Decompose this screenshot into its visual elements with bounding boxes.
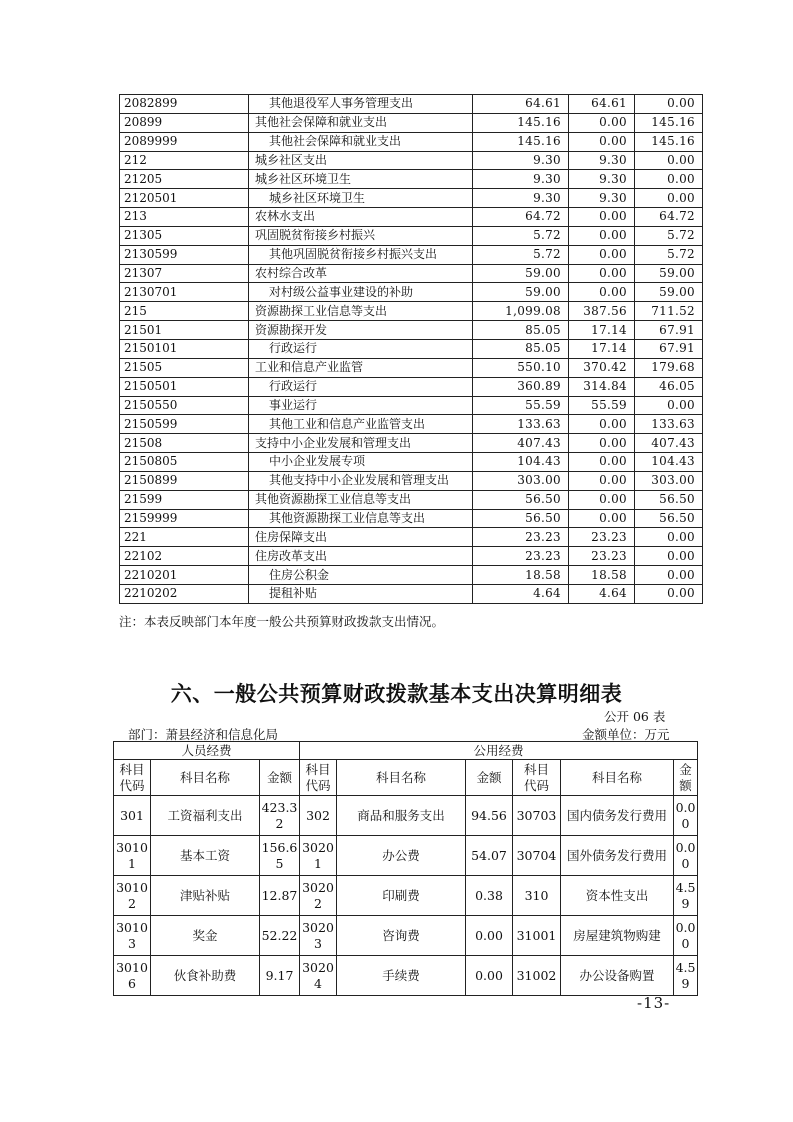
project-expenditure-cell: 179.68 — [635, 358, 703, 377]
capital-code-cell: 30704 — [513, 836, 561, 876]
table-row — [114, 916, 698, 956]
basic-expenditure-cell: 0.00 — [569, 415, 635, 434]
public-code-cell: 30202 — [300, 876, 337, 916]
form-number: 公开 06 表 — [604, 709, 666, 724]
subject-code-cell: 213 — [120, 208, 249, 227]
subject-name-cell: 住房公积金 — [249, 566, 473, 585]
basic-expenditure-cell: 0.00 — [569, 132, 635, 151]
basic-expenditure-cell: 370.42 — [569, 358, 635, 377]
project-expenditure-cell: 59.00 — [635, 264, 703, 283]
project-expenditure-cell: 0.00 — [635, 528, 703, 547]
total-amount-cell: 360.89 — [473, 377, 569, 396]
basic-expenditure-cell: 0.00 — [569, 226, 635, 245]
table-row — [120, 566, 703, 585]
public-amount-cell: 54.07 — [466, 836, 513, 876]
total-amount-cell: 85.05 — [473, 321, 569, 340]
basic-expenditure-cell: 9.30 — [569, 189, 635, 208]
project-expenditure-cell: 0.00 — [635, 547, 703, 566]
total-amount-cell: 104.43 — [473, 453, 569, 472]
project-expenditure-cell: 67.91 — [635, 339, 703, 358]
project-expenditure-cell: 59.00 — [635, 283, 703, 302]
subject-code-cell: 21508 — [120, 434, 249, 453]
table-row — [120, 453, 703, 472]
total-amount-cell: 4.64 — [473, 584, 569, 603]
personnel-name-cell: 津贴补贴 — [151, 876, 260, 916]
table-row — [120, 245, 703, 264]
public-name-cell: 办公费 — [337, 836, 466, 876]
project-expenditure-cell: 5.72 — [635, 245, 703, 264]
personnel-code-cell: 301 — [114, 796, 151, 836]
public-name-cell: 印刷费 — [337, 876, 466, 916]
subject-name-cell: 对村级公益事业建设的补助 — [249, 283, 473, 302]
table-row — [120, 490, 703, 509]
table-row — [120, 415, 703, 434]
budget-expenditure-table — [119, 94, 703, 604]
total-amount-cell: 56.50 — [473, 490, 569, 509]
project-expenditure-cell: 145.16 — [635, 113, 703, 132]
table-row — [120, 321, 703, 340]
capital-code-cell: 31001 — [513, 916, 561, 956]
table-row — [120, 528, 703, 547]
project-expenditure-cell: 0.00 — [635, 151, 703, 170]
subject-code-cell: 221 — [120, 528, 249, 547]
subject-name-cell: 工业和信息产业监管 — [249, 358, 473, 377]
project-expenditure-cell: 56.50 — [635, 509, 703, 528]
project-expenditure-cell: 0.00 — [635, 566, 703, 585]
basic-expenditure-detail-table — [113, 741, 698, 996]
basic-expenditure-cell: 0.00 — [569, 453, 635, 472]
total-amount-cell: 550.10 — [473, 358, 569, 377]
project-expenditure-cell: 0.00 — [635, 170, 703, 189]
public-amount-cell: 0.38 — [466, 876, 513, 916]
total-amount-cell: 9.30 — [473, 189, 569, 208]
subject-name-cell: 其他支持中小企业发展和管理支出 — [249, 471, 473, 490]
header-name-2: 科目名称 — [337, 760, 466, 796]
personnel-name-cell: 伙食补助费 — [151, 956, 260, 996]
subject-code-cell: 2089999 — [120, 132, 249, 151]
table-row — [114, 836, 698, 876]
total-amount-cell: 5.72 — [473, 226, 569, 245]
basic-expenditure-cell: 0.00 — [569, 434, 635, 453]
capital-name-cell: 资本性支出 — [561, 876, 674, 916]
personnel-name-cell: 工资福利支出 — [151, 796, 260, 836]
subject-code-cell: 20899 — [120, 113, 249, 132]
table-row — [120, 226, 703, 245]
personnel-name-cell: 基本工资 — [151, 836, 260, 876]
subject-name-cell: 住房保障支出 — [249, 528, 473, 547]
total-amount-cell: 9.30 — [473, 151, 569, 170]
total-amount-cell: 23.23 — [473, 528, 569, 547]
table-row — [120, 264, 703, 283]
subject-code-cell: 2150599 — [120, 415, 249, 434]
capital-amount-cell: 4.59 — [674, 956, 698, 996]
header-amount-3: 金 额 — [674, 760, 698, 796]
total-amount-cell: 18.58 — [473, 566, 569, 585]
table-row — [120, 170, 703, 189]
subject-code-cell: 2159999 — [120, 509, 249, 528]
table-row — [120, 471, 703, 490]
basic-expenditure-cell: 17.14 — [569, 339, 635, 358]
total-amount-cell: 145.16 — [473, 113, 569, 132]
personnel-code-cell: 30106 — [114, 956, 151, 996]
basic-expenditure-cell: 55.59 — [569, 396, 635, 415]
header-amount-2: 金额 — [466, 760, 513, 796]
project-expenditure-cell: 64.72 — [635, 208, 703, 227]
subject-name-cell: 巩固脱贫衔接乡村振兴 — [249, 226, 473, 245]
basic-expenditure-cell: 4.64 — [569, 584, 635, 603]
project-expenditure-cell: 407.43 — [635, 434, 703, 453]
subject-code-cell: 215 — [120, 302, 249, 321]
header-code-2: 科目 代码 — [300, 760, 337, 796]
column-header-row — [114, 760, 698, 796]
subject-name-cell: 资源勘探开发 — [249, 321, 473, 340]
table-row — [120, 113, 703, 132]
subject-name-cell: 城乡社区支出 — [249, 151, 473, 170]
subject-code-cell: 21307 — [120, 264, 249, 283]
table-row — [120, 132, 703, 151]
table-note: 注：本表反映部门本年度一般公共预算财政拨款支出情况。 — [119, 614, 445, 629]
subject-name-cell: 其他巩固脱贫衔接乡村振兴支出 — [249, 245, 473, 264]
table-row — [120, 339, 703, 358]
table-row — [120, 396, 703, 415]
total-amount-cell: 303.00 — [473, 471, 569, 490]
public-code-cell: 30204 — [300, 956, 337, 996]
project-expenditure-cell: 133.63 — [635, 415, 703, 434]
table-row — [114, 796, 698, 836]
group-personnel-header: 人员经费 — [114, 742, 300, 760]
section-title: 六、一般公共预算财政拨款基本支出决算明细表 — [170, 682, 623, 706]
table-row — [120, 95, 703, 114]
project-expenditure-cell: 145.16 — [635, 132, 703, 151]
subject-code-cell: 2150550 — [120, 396, 249, 415]
table-row — [114, 956, 698, 996]
header-amount-1: 金额 — [260, 760, 300, 796]
subject-code-cell: 2082899 — [120, 95, 249, 114]
capital-code-cell: 310 — [513, 876, 561, 916]
public-code-cell: 30201 — [300, 836, 337, 876]
basic-expenditure-cell: 0.00 — [569, 490, 635, 509]
total-amount-cell: 64.61 — [473, 95, 569, 114]
total-amount-cell: 23.23 — [473, 547, 569, 566]
subject-code-cell: 2130701 — [120, 283, 249, 302]
basic-expenditure-cell: 23.23 — [569, 528, 635, 547]
public-amount-cell: 0.00 — [466, 956, 513, 996]
subject-name-cell: 提租补贴 — [249, 584, 473, 603]
basic-expenditure-cell: 17.14 — [569, 321, 635, 340]
table-row — [120, 151, 703, 170]
total-amount-cell: 85.05 — [473, 339, 569, 358]
detail-table-body — [114, 796, 698, 996]
subject-name-cell: 其他资源勘探工业信息等支出 — [249, 509, 473, 528]
total-amount-cell: 407.43 — [473, 434, 569, 453]
capital-amount-cell: 0.00 — [674, 916, 698, 956]
public-amount-cell: 0.00 — [466, 916, 513, 956]
header-code-1: 科目 代码 — [114, 760, 151, 796]
subject-code-cell: 2150805 — [120, 453, 249, 472]
subject-name-cell: 资源勘探工业信息等支出 — [249, 302, 473, 321]
subject-name-cell: 住房改革支出 — [249, 547, 473, 566]
project-expenditure-cell: 104.43 — [635, 453, 703, 472]
capital-name-cell: 房屋建筑物购建 — [561, 916, 674, 956]
public-name-cell: 手续费 — [337, 956, 466, 996]
project-expenditure-cell: 67.91 — [635, 321, 703, 340]
personnel-amount-cell: 9.17 — [260, 956, 300, 996]
subject-name-cell: 其他工业和信息产业监管支出 — [249, 415, 473, 434]
subject-code-cell: 21205 — [120, 170, 249, 189]
capital-name-cell: 国外债务发行费用 — [561, 836, 674, 876]
capital-code-cell: 31002 — [513, 956, 561, 996]
project-expenditure-cell: 303.00 — [635, 471, 703, 490]
basic-expenditure-cell: 9.30 — [569, 170, 635, 189]
table-row — [120, 302, 703, 321]
subject-code-cell: 21505 — [120, 358, 249, 377]
project-expenditure-cell: 0.00 — [635, 189, 703, 208]
subject-code-cell: 22102 — [120, 547, 249, 566]
basic-expenditure-cell: 9.30 — [569, 151, 635, 170]
budget-expenditure-table-body — [120, 95, 703, 604]
project-expenditure-cell: 711.52 — [635, 302, 703, 321]
capital-name-cell: 办公设备购置 — [561, 956, 674, 996]
basic-expenditure-cell: 23.23 — [569, 547, 635, 566]
subject-name-cell: 其他社会保障和就业支出 — [249, 132, 473, 151]
personnel-amount-cell: 423.32 — [260, 796, 300, 836]
public-amount-cell: 94.56 — [466, 796, 513, 836]
project-expenditure-cell: 5.72 — [635, 226, 703, 245]
table-row — [120, 208, 703, 227]
subject-name-cell: 其他社会保障和就业支出 — [249, 113, 473, 132]
total-amount-cell: 9.30 — [473, 170, 569, 189]
subject-name-cell: 农村综合改革 — [249, 264, 473, 283]
subject-name-cell: 其他退役军人事务管理支出 — [249, 95, 473, 114]
personnel-code-cell: 30101 — [114, 836, 151, 876]
header-name-1: 科目名称 — [151, 760, 260, 796]
public-name-cell: 商品和服务支出 — [337, 796, 466, 836]
subject-code-cell: 21305 — [120, 226, 249, 245]
subject-code-cell: 2150899 — [120, 471, 249, 490]
department-label: 部门：萧县经济和信息化局 — [128, 727, 279, 742]
capital-amount-cell: 0.00 — [674, 836, 698, 876]
table-row — [120, 509, 703, 528]
table-row — [120, 377, 703, 396]
subject-name-cell: 行政运行 — [249, 377, 473, 396]
subject-code-cell: 2150101 — [120, 339, 249, 358]
header-code-3: 科目 代码 — [513, 760, 561, 796]
personnel-code-cell: 30103 — [114, 916, 151, 956]
personnel-amount-cell: 52.22 — [260, 916, 300, 956]
basic-expenditure-cell: 0.00 — [569, 113, 635, 132]
total-amount-cell: 64.72 — [473, 208, 569, 227]
group-public-header: 公用经费 — [300, 742, 698, 760]
subject-name-cell: 其他资源勘探工业信息等支出 — [249, 490, 473, 509]
table-row — [114, 876, 698, 916]
basic-expenditure-cell: 0.00 — [569, 245, 635, 264]
capital-name-cell: 国内债务发行费用 — [561, 796, 674, 836]
project-expenditure-cell: 46.05 — [635, 377, 703, 396]
basic-expenditure-cell: 0.00 — [569, 264, 635, 283]
basic-expenditure-cell: 0.00 — [569, 471, 635, 490]
personnel-amount-cell: 12.87 — [260, 876, 300, 916]
total-amount-cell: 133.63 — [473, 415, 569, 434]
total-amount-cell: 5.72 — [473, 245, 569, 264]
subject-name-cell: 城乡社区环境卫生 — [249, 170, 473, 189]
header-name-3: 科目名称 — [561, 760, 674, 796]
public-code-cell: 30203 — [300, 916, 337, 956]
total-amount-cell: 56.50 — [473, 509, 569, 528]
basic-expenditure-cell: 18.58 — [569, 566, 635, 585]
basic-expenditure-cell: 387.56 — [569, 302, 635, 321]
capital-code-cell: 30703 — [513, 796, 561, 836]
subject-code-cell: 2210202 — [120, 584, 249, 603]
subject-code-cell: 2150501 — [120, 377, 249, 396]
subject-name-cell: 中小企业发展专项 — [249, 453, 473, 472]
basic-expenditure-cell: 314.84 — [569, 377, 635, 396]
subject-code-cell: 2130599 — [120, 245, 249, 264]
project-expenditure-cell: 0.00 — [635, 584, 703, 603]
total-amount-cell: 59.00 — [473, 264, 569, 283]
table-row — [120, 189, 703, 208]
total-amount-cell: 145.16 — [473, 132, 569, 151]
amount-unit-label: 金额单位：万元 — [582, 727, 670, 742]
total-amount-cell: 1,099.08 — [473, 302, 569, 321]
personnel-name-cell: 奖金 — [151, 916, 260, 956]
project-expenditure-cell: 0.00 — [635, 95, 703, 114]
subject-code-cell: 2210201 — [120, 566, 249, 585]
basic-expenditure-cell: 0.00 — [569, 208, 635, 227]
subject-name-cell: 农林水支出 — [249, 208, 473, 227]
subject-code-cell: 21599 — [120, 490, 249, 509]
subject-name-cell: 支持中小企业发展和管理支出 — [249, 434, 473, 453]
basic-expenditure-cell: 0.00 — [569, 509, 635, 528]
subject-code-cell: 2120501 — [120, 189, 249, 208]
project-expenditure-cell: 56.50 — [635, 490, 703, 509]
subject-name-cell: 行政运行 — [249, 339, 473, 358]
group-header-row — [114, 742, 698, 760]
total-amount-cell: 55.59 — [473, 396, 569, 415]
capital-amount-cell: 4.59 — [674, 876, 698, 916]
project-expenditure-cell: 0.00 — [635, 396, 703, 415]
table-row — [120, 584, 703, 603]
personnel-code-cell: 30102 — [114, 876, 151, 916]
subject-code-cell: 212 — [120, 151, 249, 170]
table-row — [120, 434, 703, 453]
subject-name-cell: 事业运行 — [249, 396, 473, 415]
capital-amount-cell: 0.00 — [674, 796, 698, 836]
total-amount-cell: 59.00 — [473, 283, 569, 302]
subject-code-cell: 21501 — [120, 321, 249, 340]
basic-expenditure-cell: 0.00 — [569, 283, 635, 302]
basic-expenditure-cell: 64.61 — [569, 95, 635, 114]
public-name-cell: 咨询费 — [337, 916, 466, 956]
table-row — [120, 547, 703, 566]
public-code-cell: 302 — [300, 796, 337, 836]
page-number: -13- — [637, 994, 671, 1012]
table-row — [120, 283, 703, 302]
subject-name-cell: 城乡社区环境卫生 — [249, 189, 473, 208]
personnel-amount-cell: 156.65 — [260, 836, 300, 876]
table-row — [120, 358, 703, 377]
